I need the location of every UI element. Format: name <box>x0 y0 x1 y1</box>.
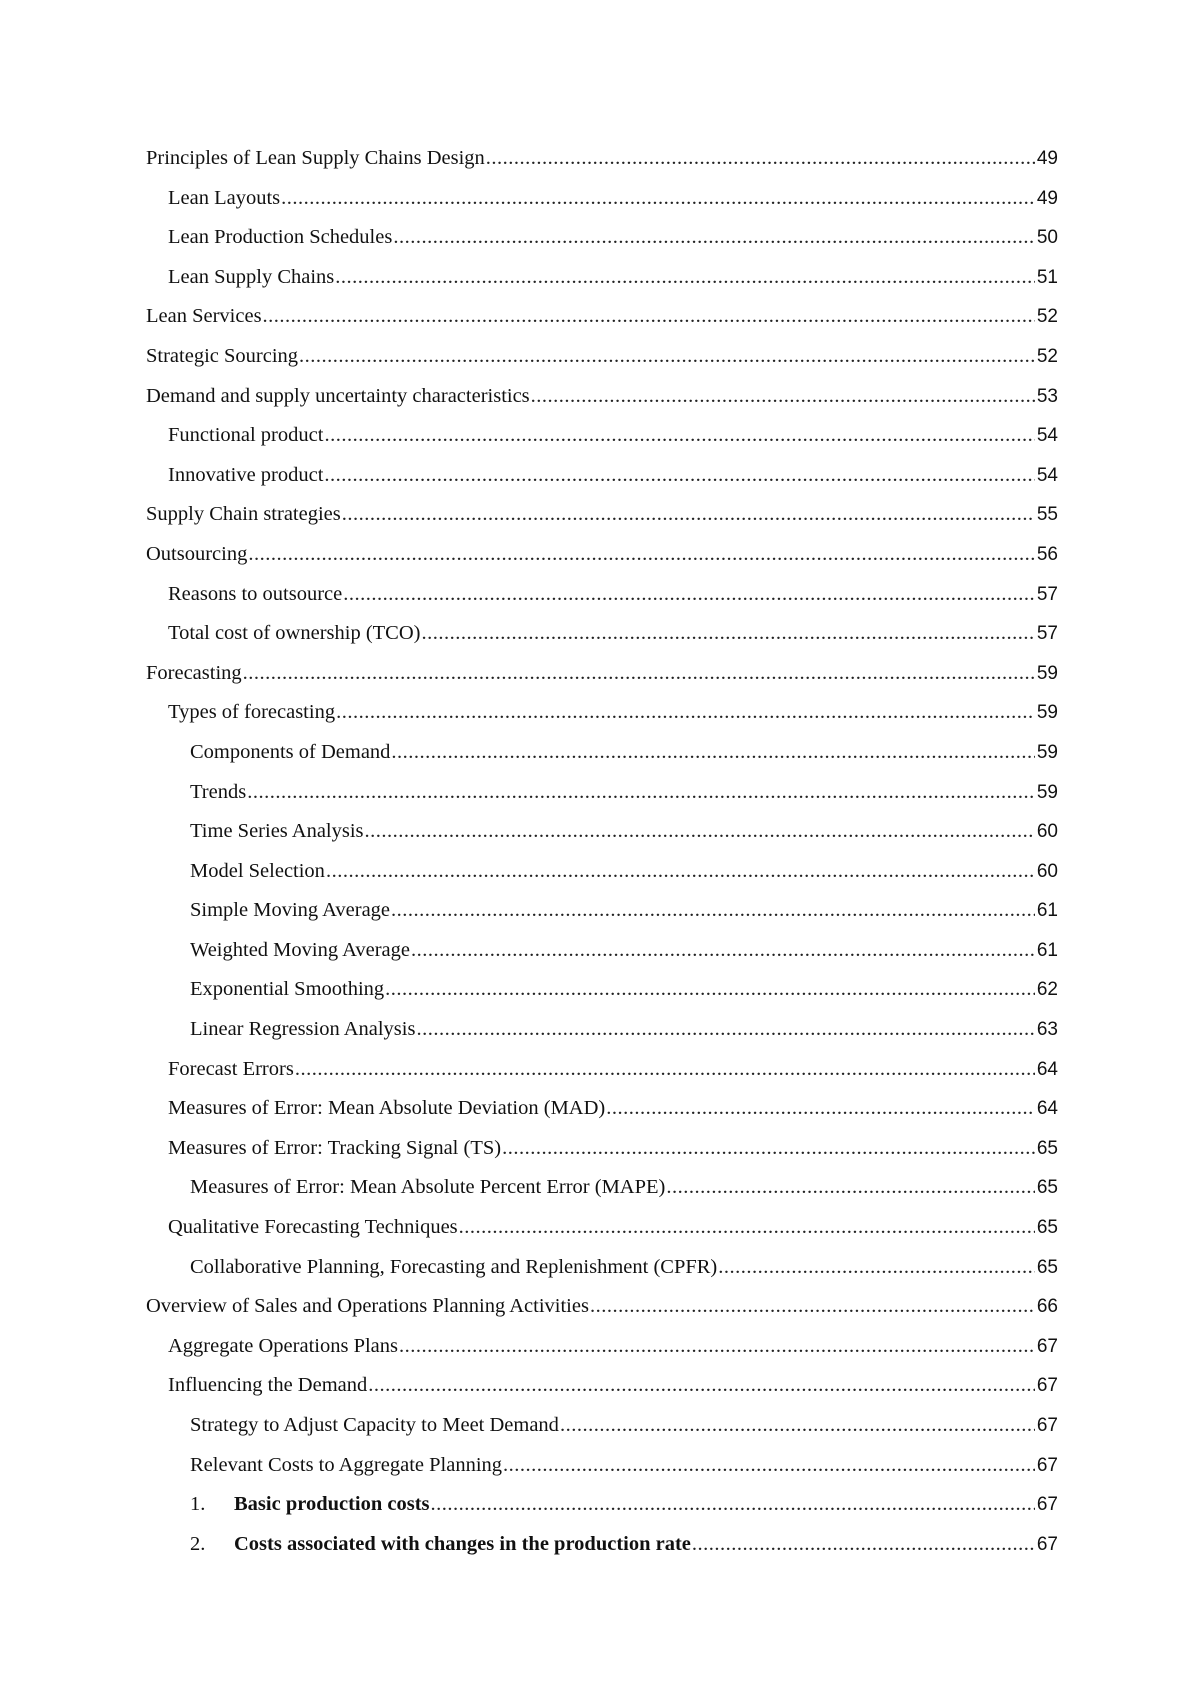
toc-entry-title: Influencing the Demand <box>168 1374 368 1397</box>
toc-dot-leader <box>281 184 1035 212</box>
toc-entry-title: Collaborative Planning, Forecasting and Replenishment (CPFR) <box>190 1255 718 1278</box>
toc-entry[interactable] <box>146 1451 1058 1491</box>
toc-entry-page-number: 54 <box>1036 464 1058 486</box>
toc-entry-title: Costs associated with changes in the production rate <box>234 1532 691 1555</box>
toc-entry[interactable] <box>146 619 1058 659</box>
toc-entry[interactable] <box>146 461 1058 501</box>
toc-dot-leader <box>326 857 1035 885</box>
toc-dot-leader <box>503 1451 1035 1479</box>
toc-entry-title: Strategic Sourcing <box>146 344 299 367</box>
toc-entry-title: Relevant Costs to Aggregate Planning <box>190 1453 503 1476</box>
table-of-contents <box>146 144 1058 1569</box>
toc-entry-page-number: 67 <box>1036 1375 1058 1397</box>
toc-dot-leader <box>365 817 1035 845</box>
toc-entry[interactable] <box>146 896 1058 936</box>
toc-entry[interactable] <box>146 302 1058 342</box>
toc-dot-leader <box>416 1015 1035 1043</box>
toc-dot-leader <box>385 975 1035 1003</box>
toc-dot-leader <box>343 580 1035 608</box>
toc-entry[interactable] <box>146 659 1058 699</box>
toc-entry[interactable] <box>146 1490 1058 1530</box>
toc-entry[interactable] <box>146 500 1058 540</box>
toc-dot-leader <box>393 223 1035 251</box>
toc-entry-title: Innovative product <box>168 463 324 486</box>
toc-dot-leader <box>459 1213 1035 1241</box>
toc-entry-page-number: 57 <box>1036 583 1058 605</box>
toc-entry[interactable] <box>146 1292 1058 1332</box>
toc-dot-leader <box>718 1253 1035 1281</box>
toc-dot-leader <box>324 461 1035 489</box>
toc-entry[interactable] <box>146 540 1058 580</box>
toc-entry[interactable] <box>146 1015 1058 1055</box>
toc-dot-leader <box>486 144 1035 172</box>
toc-entry-title: Weighted Moving Average <box>190 938 410 961</box>
toc-entry[interactable] <box>146 1055 1058 1095</box>
toc-entry-page-number: 60 <box>1036 860 1058 882</box>
toc-entry-page-number: 50 <box>1036 227 1058 249</box>
toc-entry-page-number: 59 <box>1036 781 1058 803</box>
toc-entry-title: Demand and supply uncertainty characteristics <box>146 384 530 407</box>
toc-list <box>146 144 1058 1569</box>
toc-entry-title: Trends <box>190 780 247 803</box>
toc-entry-title: Types of forecasting <box>168 701 336 724</box>
toc-dot-leader <box>243 659 1035 687</box>
toc-entry-title: Basic production costs <box>234 1493 430 1516</box>
toc-entry-page-number: 62 <box>1036 979 1058 1001</box>
toc-entry[interactable] <box>146 1530 1058 1570</box>
toc-entry-title: Lean Production Schedules <box>168 226 393 249</box>
toc-entry-title: Lean Supply Chains <box>168 265 335 288</box>
toc-entry-page-number: 54 <box>1036 425 1058 447</box>
toc-entry-page-number: 59 <box>1036 702 1058 724</box>
toc-entry-title: Measures of Error: Mean Absolute Deviation (MAD) <box>168 1097 606 1120</box>
toc-dot-leader <box>336 698 1035 726</box>
toc-dot-leader <box>248 540 1035 568</box>
toc-dot-leader <box>247 778 1035 806</box>
toc-entry[interactable] <box>146 778 1058 818</box>
toc-dot-leader <box>295 1055 1035 1083</box>
toc-dot-leader <box>391 896 1035 924</box>
toc-entry-title: Measures of Error: Tracking Signal (TS) <box>168 1136 502 1159</box>
toc-entry-title: Time Series Analysis <box>190 820 364 843</box>
toc-entry[interactable] <box>146 975 1058 1015</box>
toc-entry-page-number: 61 <box>1036 900 1058 922</box>
toc-entry-page-number: 64 <box>1036 1058 1058 1080</box>
toc-entry-page-number: 49 <box>1036 148 1058 169</box>
toc-entry[interactable] <box>146 1134 1058 1174</box>
toc-entry-page-number: 59 <box>1036 741 1058 763</box>
toc-entry[interactable] <box>146 698 1058 738</box>
toc-dot-leader <box>692 1530 1035 1558</box>
toc-entry[interactable] <box>146 817 1058 857</box>
toc-entry-title: Functional product <box>168 424 324 447</box>
toc-entry-page-number: 57 <box>1036 623 1058 645</box>
toc-entry-title: Linear Regression Analysis <box>190 1018 416 1041</box>
toc-dot-leader <box>422 619 1036 647</box>
toc-entry-title: Exponential Smoothing <box>190 978 385 1001</box>
toc-dot-leader <box>502 1134 1035 1162</box>
toc-entry[interactable] <box>146 1173 1058 1213</box>
toc-dot-leader <box>666 1173 1035 1201</box>
toc-entry[interactable] <box>146 936 1058 976</box>
toc-entry-page-number: 60 <box>1036 821 1058 843</box>
toc-entry[interactable] <box>146 580 1058 620</box>
toc-entry-title: Forecast Errors <box>168 1057 294 1080</box>
toc-entry-number: 1. <box>190 1493 206 1516</box>
toc-dot-leader <box>324 421 1035 449</box>
toc-entry-page-number: 65 <box>1036 1177 1058 1199</box>
toc-entry[interactable] <box>146 1253 1058 1293</box>
toc-entry-page-number: 56 <box>1036 543 1058 565</box>
toc-entry[interactable] <box>146 857 1058 897</box>
toc-entry-page-number: 65 <box>1036 1217 1058 1239</box>
toc-dot-leader <box>368 1371 1035 1399</box>
toc-entry-page-number: 59 <box>1036 662 1058 684</box>
toc-entry[interactable] <box>146 1411 1058 1451</box>
toc-entry-page-number: 53 <box>1036 385 1058 407</box>
toc-entry-number: 2. <box>190 1532 206 1555</box>
toc-dot-leader <box>399 1332 1035 1360</box>
toc-entry-page-number: 67 <box>1036 1494 1058 1516</box>
toc-entry-title: Components of Demand <box>190 740 391 763</box>
toc-dot-leader <box>342 500 1035 528</box>
toc-dot-leader <box>263 302 1035 330</box>
toc-entry-page-number: 55 <box>1036 504 1058 526</box>
toc-entry-title: Lean Services <box>146 305 262 328</box>
toc-entry-title: Forecasting <box>146 661 242 684</box>
toc-entry-page-number: 49 <box>1036 187 1058 209</box>
toc-entry-title: Outsourcing <box>146 542 248 565</box>
toc-entry-page-number: 67 <box>1036 1533 1058 1555</box>
toc-entry-title: Supply Chain strategies <box>146 503 341 526</box>
toc-dot-leader <box>411 936 1035 964</box>
toc-entry-page-number: 52 <box>1036 345 1058 367</box>
toc-entry-title: Total cost of ownership (TCO) <box>168 622 421 645</box>
toc-entry-title: Principles of Lean Supply Chains Design <box>146 147 485 169</box>
toc-entry[interactable] <box>146 1371 1058 1411</box>
toc-entry[interactable] <box>146 144 1058 184</box>
toc-entry-page-number: 51 <box>1036 266 1058 288</box>
toc-dot-leader <box>299 342 1035 370</box>
toc-entry-title: Strategy to Adjust Capacity to Meet Demand <box>190 1414 559 1436</box>
toc-entry[interactable] <box>146 738 1058 778</box>
toc-entry-title: Overview of Sales and Operations Planning Activities <box>146 1295 589 1318</box>
toc-entry[interactable] <box>146 421 1058 461</box>
toc-entry-page-number: 67 <box>1036 1335 1058 1357</box>
toc-entry-title: Reasons to outsource <box>168 582 343 605</box>
toc-entry[interactable] <box>146 1213 1058 1253</box>
toc-entry-page-number: 65 <box>1036 1256 1058 1278</box>
toc-dot-leader <box>335 263 1035 291</box>
toc-entry-page-number: 61 <box>1036 939 1058 961</box>
toc-entry-page-number: 66 <box>1036 1296 1058 1318</box>
toc-dot-leader <box>590 1292 1035 1320</box>
toc-entry[interactable] <box>146 1332 1058 1372</box>
toc-entry-page-number: 63 <box>1036 1019 1058 1041</box>
toc-entry-page-number: 67 <box>1036 1415 1058 1436</box>
toc-dot-leader <box>391 738 1035 766</box>
toc-entry-title: Simple Moving Average <box>190 899 391 922</box>
toc-entry[interactable] <box>146 382 1058 422</box>
toc-entry[interactable] <box>146 342 1058 382</box>
toc-entry-title: Qualitative Forecasting Techniques <box>168 1216 458 1239</box>
toc-entry-page-number: 67 <box>1036 1454 1058 1476</box>
toc-entry-title: Aggregate Operations Plans <box>168 1334 398 1357</box>
toc-entry[interactable] <box>146 263 1058 303</box>
toc-entry-page-number: 52 <box>1036 306 1058 328</box>
toc-entry-page-number: 65 <box>1036 1137 1058 1159</box>
toc-dot-leader <box>431 1490 1035 1518</box>
toc-entry-page-number: 64 <box>1036 1098 1058 1120</box>
toc-entry-title: Lean Layouts <box>168 186 281 209</box>
toc-entry[interactable] <box>146 1094 1058 1134</box>
toc-entry-title: Model Selection <box>190 859 325 882</box>
toc-entry[interactable] <box>146 223 1058 263</box>
toc-entry-title: Measures of Error: Mean Absolute Percent Error (MAPE) <box>190 1176 666 1199</box>
toc-dot-leader <box>606 1094 1035 1122</box>
toc-entry[interactable] <box>146 184 1058 224</box>
toc-dot-leader <box>531 382 1035 410</box>
toc-dot-leader <box>560 1411 1035 1439</box>
